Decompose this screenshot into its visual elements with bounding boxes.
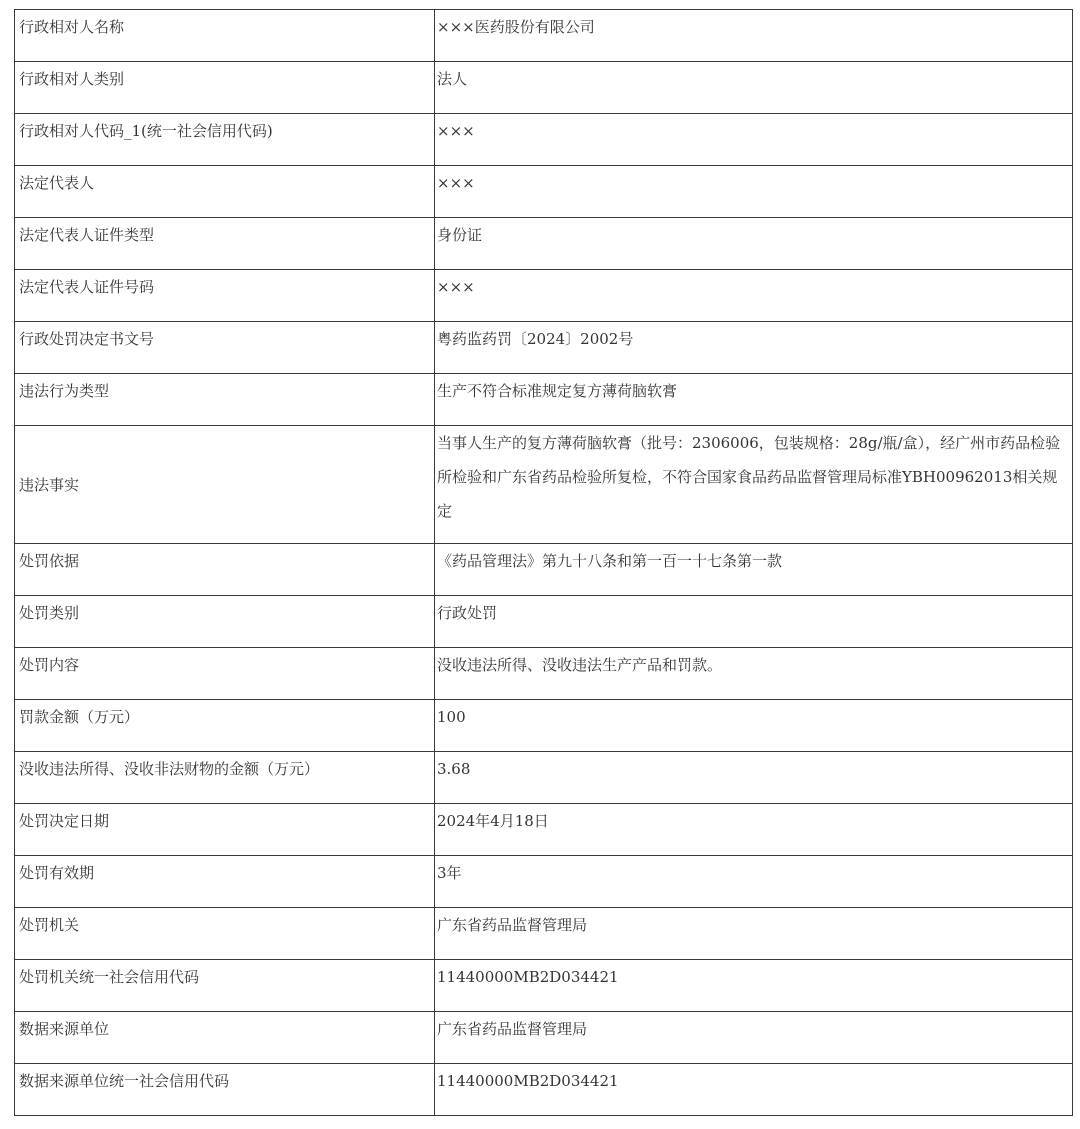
table-row (15, 166, 1073, 218)
table-row (15, 322, 1073, 374)
row-value: 没收违法所得、没收违法生产产品和罚款。 (435, 648, 1073, 700)
row-label: 法定代表人证件类型 (15, 218, 435, 270)
row-value: 《药品管理法》第九十八条和第一百一十七条第一款 (435, 544, 1073, 596)
table-row (15, 908, 1073, 960)
row-value: 广东省药品监督管理局 (435, 1012, 1073, 1064)
row-value: 100 (435, 700, 1073, 752)
table-row (15, 544, 1073, 596)
row-label: 处罚决定日期 (15, 804, 435, 856)
row-label: 行政相对人代码_1(统一社会信用代码) (15, 114, 435, 166)
row-label: 法定代表人 (15, 166, 435, 218)
row-label: 罚款金额（万元） (15, 700, 435, 752)
row-label: 行政相对人名称 (15, 10, 435, 62)
row-label: 行政处罚决定书文号 (15, 322, 435, 374)
row-label: 没收违法所得、没收非法财物的金额（万元） (15, 752, 435, 804)
row-value: ××× (435, 270, 1073, 322)
row-label: 法定代表人证件号码 (15, 270, 435, 322)
table-row (15, 960, 1073, 1012)
table-row (15, 62, 1073, 114)
row-label: 违法事实 (15, 426, 435, 544)
table-row (15, 752, 1073, 804)
row-label: 处罚机关 (15, 908, 435, 960)
row-value: 法人 (435, 62, 1073, 114)
row-label: 处罚依据 (15, 544, 435, 596)
row-value: 3.68 (435, 752, 1073, 804)
row-value: ×××医药股份有限公司 (435, 10, 1073, 62)
table-row (15, 374, 1073, 426)
table-row (15, 114, 1073, 166)
row-label: 处罚内容 (15, 648, 435, 700)
row-value: ××× (435, 114, 1073, 166)
row-value: 粤药监药罚〔2024〕2002号 (435, 322, 1073, 374)
table-row (15, 10, 1073, 62)
row-value: 2024年4月18日 (435, 804, 1073, 856)
row-label: 处罚有效期 (15, 856, 435, 908)
row-label: 数据来源单位 (15, 1012, 435, 1064)
table-row (15, 270, 1073, 322)
row-value: 行政处罚 (435, 596, 1073, 648)
row-label: 处罚类别 (15, 596, 435, 648)
table-row (15, 1012, 1073, 1064)
row-value: 11440000MB2D034421 (435, 1064, 1073, 1116)
table-row (15, 426, 1073, 544)
row-value: 广东省药品监督管理局 (435, 908, 1073, 960)
table-row (15, 596, 1073, 648)
table-row (15, 856, 1073, 908)
row-label: 数据来源单位统一社会信用代码 (15, 1064, 435, 1116)
row-value: 11440000MB2D034421 (435, 960, 1073, 1012)
penalty-info-table-wrapper (14, 9, 1060, 1116)
table-row (15, 700, 1073, 752)
table-row (15, 804, 1073, 856)
table-row (15, 218, 1073, 270)
penalty-info-table (14, 9, 1073, 1116)
row-value: 身份证 (435, 218, 1073, 270)
row-value: 当事人生产的复方薄荷脑软膏（批号：2306006，包装规格：28g/瓶/盒），经广州市药品检验所检验和广东省药品检验所复检，不符合国家食品药品监督管理局标准YBH00962013相关规定 (435, 426, 1073, 544)
row-value: ××× (435, 166, 1073, 218)
row-value: 3年 (435, 856, 1073, 908)
row-label: 行政相对人类别 (15, 62, 435, 114)
row-label: 处罚机关统一社会信用代码 (15, 960, 435, 1012)
row-value: 生产不符合标准规定复方薄荷脑软膏 (435, 374, 1073, 426)
table-row (15, 1064, 1073, 1116)
table-row (15, 648, 1073, 700)
row-label: 违法行为类型 (15, 374, 435, 426)
